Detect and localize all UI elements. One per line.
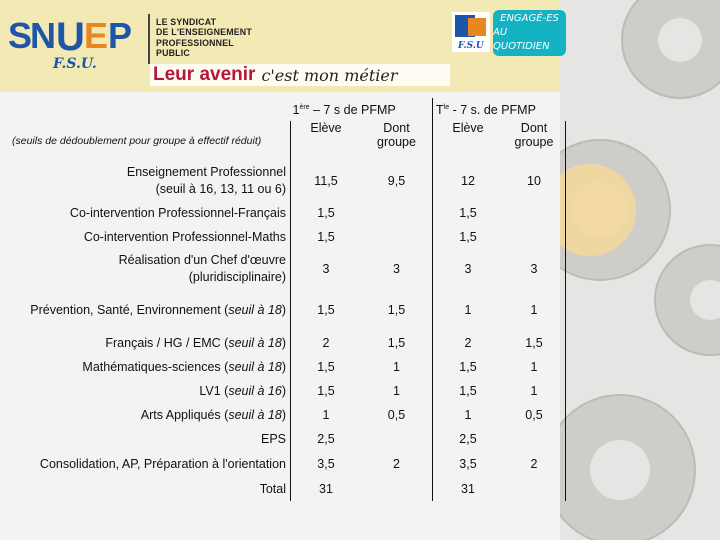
row-label: Total: [8, 477, 291, 501]
table-row: [8, 403, 566, 427]
cell: 3: [393, 262, 400, 276]
cell: 1,5: [387, 303, 406, 317]
cell: 0,5: [503, 403, 566, 427]
table-row: [8, 249, 566, 289]
cell: 12: [433, 161, 504, 201]
cell: 2,5: [317, 432, 335, 446]
cell: [361, 225, 433, 249]
row-label: Français / HG / EMC (seuil à 18): [8, 331, 291, 355]
cell: 2: [503, 451, 566, 477]
row-label: Enseignement Professionnel (seuil à 16, 13, 11 ou 6): [8, 161, 291, 201]
row-label: Réalisation d'un Chef d'œuvre (pluridisciplinaire): [8, 249, 291, 289]
cell: 10: [503, 161, 566, 201]
cell: [503, 427, 566, 451]
table-row: [8, 427, 566, 451]
table-row: [8, 289, 566, 331]
table-row: [8, 225, 566, 249]
cell: 3: [503, 249, 566, 289]
cell: [503, 201, 566, 225]
org-line: LE SYNDICAT: [156, 17, 217, 27]
cell: 1,5: [387, 336, 406, 350]
logo-letter-s: S: [8, 15, 33, 56]
cell: 1: [322, 408, 330, 422]
logo-letter-n: N: [30, 15, 56, 56]
cell: 1,5: [433, 355, 504, 379]
logo-fsu: F.S.U.: [53, 56, 97, 70]
org-line: DE L'ENSEIGNEMENT: [156, 27, 252, 38]
table-row-total: [8, 477, 566, 501]
table-row: [8, 379, 566, 403]
logo-letter-u: U: [56, 15, 85, 59]
cell: 1: [503, 379, 566, 403]
cell: 1: [393, 360, 400, 374]
row-label: Mathématiques-sciences (seuil à 18): [8, 355, 291, 379]
cell: 2: [322, 336, 330, 350]
cell: 2: [393, 457, 400, 471]
cell: 2: [433, 331, 504, 355]
cell: [503, 225, 566, 249]
engagees-badge: [493, 10, 566, 56]
cell: 1,5: [433, 225, 504, 249]
table-row: [8, 161, 566, 201]
cell: 1: [503, 355, 566, 379]
table-group-header: [8, 98, 566, 121]
org-line: PROFESSIONNEL: [156, 37, 234, 48]
cell: 2,5: [433, 427, 504, 451]
table-row: [8, 355, 566, 379]
group-premiere: 1ère – 7 s de PFMP: [292, 102, 396, 117]
cell: 1,5: [317, 303, 335, 317]
cell: 1: [503, 289, 566, 331]
table-row: [8, 331, 566, 355]
slogan: [150, 64, 450, 86]
slogan-script: c'est mon métier: [261, 65, 398, 85]
cell: 1: [433, 289, 504, 331]
badge-line: AU QUOTIDIEN: [493, 27, 550, 52]
cell: [503, 477, 566, 501]
row-label: Co-intervention Professionnel-Français: [8, 201, 291, 225]
group-terminale: $T^{le} - 7$ s. de PFMP: [433, 98, 566, 121]
table-row: [8, 201, 566, 225]
row-label: Co-intervention Professionnel-Maths: [8, 225, 291, 249]
cell: 1,5: [317, 230, 335, 244]
col-eleve: Elève: [433, 121, 504, 161]
mini-logo-text: F.S.U: [458, 41, 484, 51]
cell: 11,5: [314, 174, 338, 188]
cell: 1,5: [317, 206, 335, 220]
cell: [361, 201, 433, 225]
cell: 1,5: [317, 384, 335, 398]
cell: 31: [319, 482, 333, 496]
cell: 31: [433, 477, 504, 501]
cell: 3,5: [317, 457, 335, 471]
hours-table: [8, 98, 566, 501]
fsu-mini-logo: [452, 12, 490, 52]
cell: 3: [433, 249, 504, 289]
gears-decoration: [560, 0, 720, 540]
col-eleve: Elève: [310, 121, 342, 135]
row-label: Prévention, Santé, Environnement (seuil à 18): [8, 289, 291, 331]
cell: 1,5: [433, 201, 504, 225]
row-label: LV1 (seuil à 16): [8, 379, 291, 403]
cell: [361, 477, 433, 501]
snuep-logo: [8, 8, 143, 70]
org-name: [156, 17, 252, 59]
org-line: PUBLIC: [156, 48, 190, 59]
row-label: EPS: [8, 427, 291, 451]
row-label: Consolidation, AP, Préparation à l'orientation: [8, 451, 291, 477]
row-label: Arts Appliqués (seuil à 18): [8, 403, 291, 427]
cell: [361, 427, 433, 451]
logo-letter-p: P: [108, 15, 133, 56]
col-groupe: Dont groupe: [503, 121, 566, 161]
header-divider: [148, 14, 150, 64]
logo-letter-e: E: [84, 15, 109, 56]
col-groupe: Dont groupe: [377, 121, 416, 149]
cell: 1: [433, 403, 504, 427]
cell: 0,5: [387, 408, 406, 422]
slogan-bold: Leur avenir: [153, 64, 256, 85]
seuils-note: (seuils de dédoublement pour groupe à effectif réduit): [8, 121, 291, 161]
cell: 1,5: [433, 379, 504, 403]
table-col-header: [8, 121, 566, 161]
badge-line: ENGAGÉ-ES: [500, 13, 559, 24]
cell: 3: [322, 262, 330, 276]
cell: 1: [393, 384, 400, 398]
cell: 3,5: [433, 451, 504, 477]
table-row: [8, 451, 566, 477]
cell: 9,5: [387, 174, 406, 188]
cell: 1,5: [317, 360, 335, 374]
cell: 1,5: [503, 331, 566, 355]
